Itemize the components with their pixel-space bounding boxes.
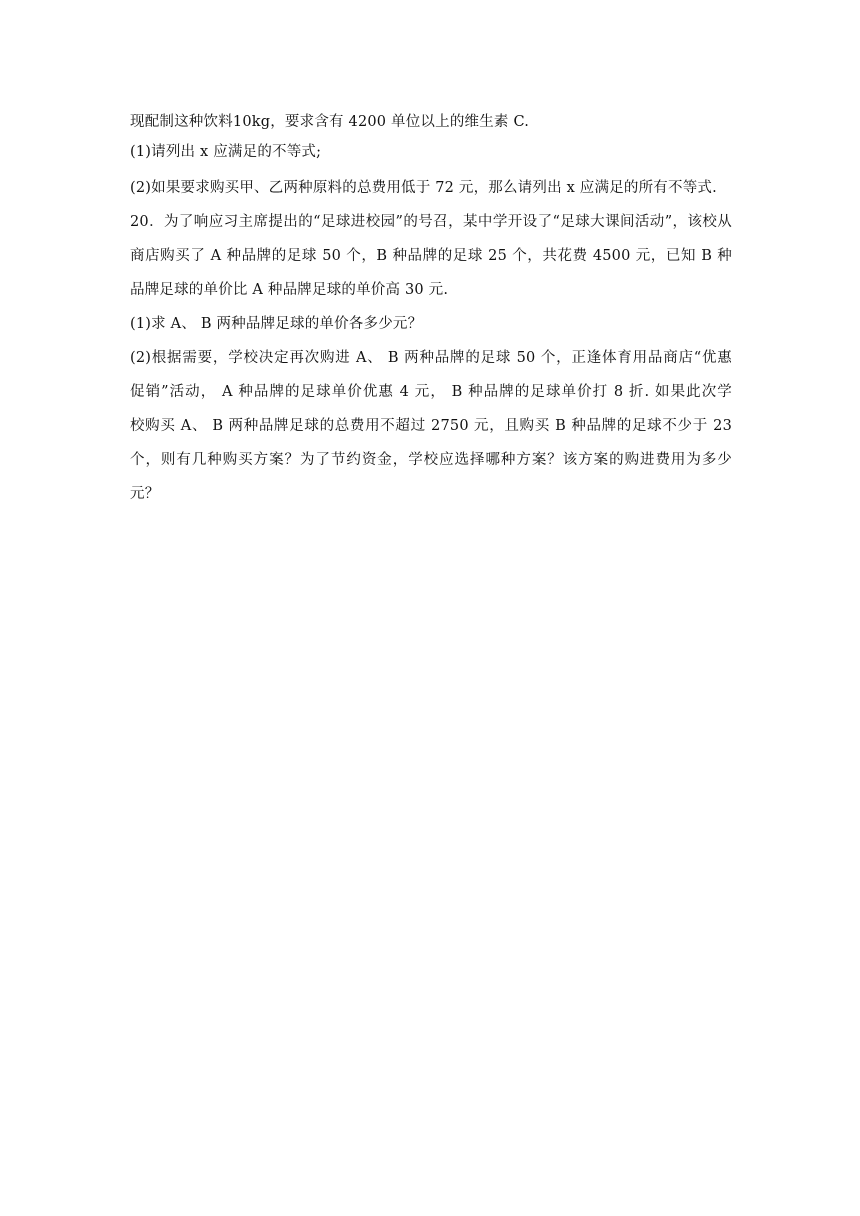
- text-line-q20-price-diff: 品牌足球的单价比 A 种品牌足球的单价高 30 元.: [130, 282, 449, 298]
- text-line-q19-part1: (1)请列出 x 应满足的不等式;: [130, 144, 322, 160]
- text-line-q20-intro: 20．为了响应习主席提出的“足球进校园”的号召，某中学开设了“足球大课间活动”，该校从: [130, 214, 732, 230]
- text-line-q20-part1: (1)求 A、 B 两种品牌足球的单价各多少元？: [130, 316, 423, 332]
- text-line-q20-part2-b: 促销”活动， A 种品牌的足球单价优惠 4 元， B 种品牌的足球单价打 8 折. 如果此次学: [130, 384, 732, 400]
- text-line-q19-part2: (2)如果要求购买甲、乙两种原料的总费用低于 72 元，那么请列出 x 应满足的所有不等式.: [130, 180, 717, 196]
- text-line-q20-purchase: 商店购买了 A 种品牌的足球 50 个，B 种品牌的足球 25 个，共花费 4500 元，已知 B 种: [130, 248, 732, 264]
- text-line-q20-part2-e: 元？: [130, 486, 160, 502]
- text-line-q20-part2-a: (2)根据需要，学校决定再次购进 A、 B 两种品牌的足球 50 个，正逢体育用品商店“优惠: [130, 350, 732, 366]
- text-line-q20-part2-c: 校购买 A、 B 两种品牌足球的总费用不超过 2750 元，且购买 B 种品牌的足球不少于 23: [130, 418, 732, 434]
- text-line-vitamin-requirement: 现配制这种饮料10kg，要求含有 4200 单位以上的维生素 C.: [130, 114, 530, 130]
- text-line-q20-part2-d: 个，则有几种购买方案？为了节约资金，学校应选择哪种方案？该方案的购进费用为多少: [130, 452, 732, 468]
